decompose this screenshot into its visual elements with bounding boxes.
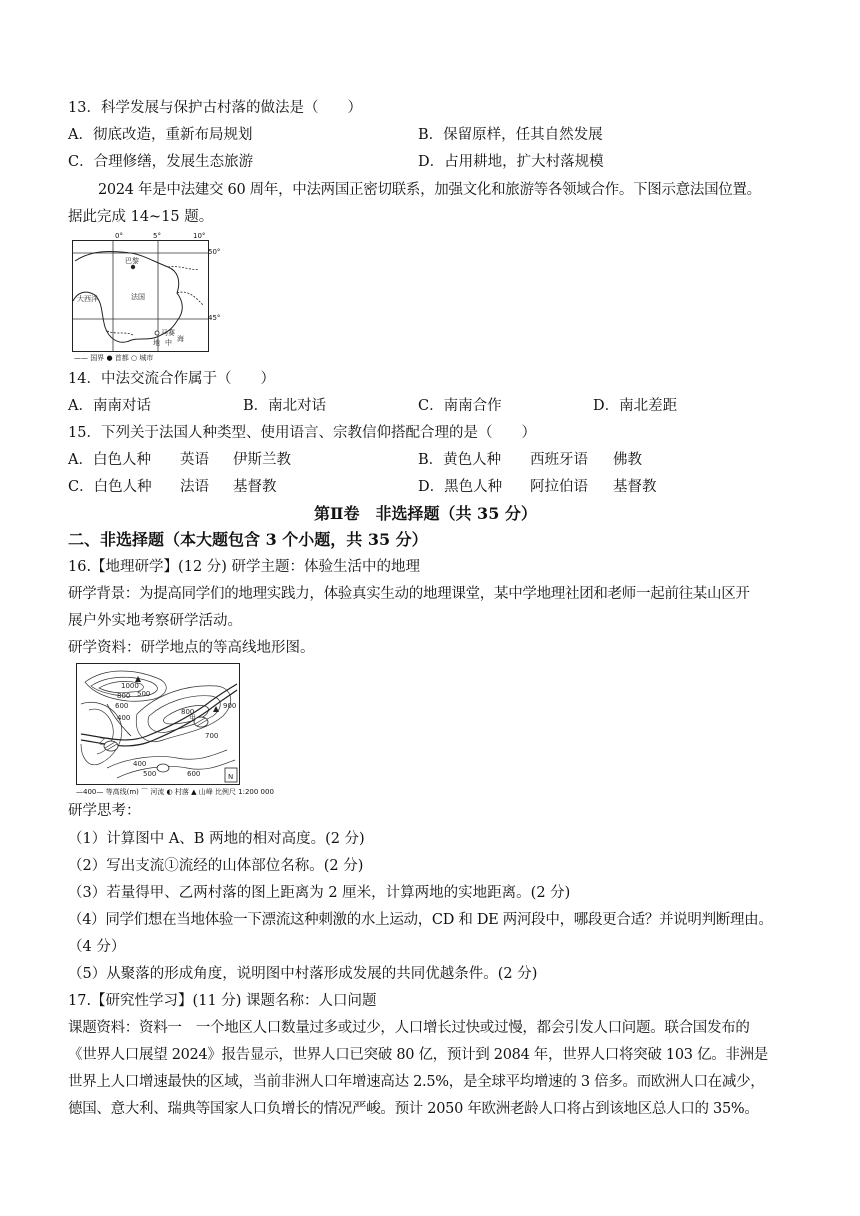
contour-label-6: 900 bbox=[223, 702, 237, 710]
q15-b-language: 西班牙语 bbox=[530, 452, 588, 468]
contour-label-8: 800 bbox=[181, 708, 195, 716]
q13-option-a: A．彻底改造，重新布局规划 bbox=[68, 127, 253, 143]
label-jia: 甲 bbox=[189, 714, 196, 722]
q15-a-language: 英语 bbox=[180, 452, 209, 468]
q17-header: 17.【研究性学习】(11 分) 课题名称：人口问题 bbox=[68, 993, 377, 1009]
contour-label-7: 700 bbox=[205, 732, 219, 740]
contour-label-5: 500 bbox=[137, 690, 151, 698]
q14-option-a: A．南南对话 bbox=[68, 398, 151, 414]
label-sea-2: 地 bbox=[153, 339, 160, 347]
q15-c-religion: 基督教 bbox=[233, 479, 277, 495]
village-3 bbox=[157, 764, 169, 772]
intro-14-15-line1: 2024 年是中法建交 60 周年，中法两国正密切联系，加强文化和旅游等各领域合作。下图示意法国位置。 bbox=[98, 182, 761, 198]
q15-b-religion: 佛教 bbox=[613, 452, 642, 468]
contour-label-3: 600 bbox=[115, 702, 129, 710]
label-sea-3: 中 bbox=[165, 339, 172, 347]
q14-option-b: B．南北对话 bbox=[243, 398, 327, 414]
village-jia bbox=[194, 717, 208, 727]
lon-label-0: 0° bbox=[115, 232, 123, 240]
q16-item-4: （4）同学们想在当地体验一下漂流这种刺激的水上运动，CD 和 DE 两河段中，哪段更合适？并说明判断理由。 bbox=[68, 912, 773, 928]
contour-label-10: 500 bbox=[143, 770, 157, 778]
contour-label-2: 800 bbox=[117, 692, 131, 700]
label-marseille: 马赛 bbox=[161, 329, 175, 337]
q16-material: 研学资料：研学地点的等高线地形图。 bbox=[68, 640, 315, 656]
marseille-dot bbox=[155, 331, 159, 335]
q15-a-race: A．白色人种 bbox=[68, 452, 151, 468]
village-yi bbox=[104, 741, 118, 751]
lat-label-50: 50° bbox=[208, 248, 221, 256]
q14-option-c: C．南南合作 bbox=[418, 398, 502, 414]
q15-d-language: 阿拉伯语 bbox=[530, 479, 588, 495]
contour-map-figure bbox=[76, 663, 240, 785]
q15-option-a bbox=[68, 450, 291, 470]
q17-line2: 《世界人口展望 2024》报告显示，世界人口已突破 80 亿，预计到 2084 年，世界人口将突破 103 亿。非洲是 bbox=[68, 1047, 768, 1063]
q15-c-race: C．白色人种 bbox=[68, 479, 152, 495]
part2-heading: 二、非选择题（本大题包含 3 个小题，共 35 分） bbox=[68, 530, 428, 549]
france-map-legend: —— 国界 ● 首都 ○ 城市 bbox=[74, 354, 154, 362]
q16-item-1: （1）计算图中 A、B 两地的相对高度。(2 分) bbox=[68, 831, 365, 847]
q16-header: 16.【地理研学】(12 分) 研学主题：体验生活中的地理 bbox=[68, 559, 421, 575]
label-france: 法国 bbox=[131, 293, 145, 301]
lat-label-45: 45° bbox=[208, 314, 221, 322]
q16-background-line1: 研学背景：为提高同学们的地理实践力，体验真实生动的地理课堂，某中学地理社团和老师一起前往某山区开 bbox=[68, 586, 750, 602]
france-map-svg bbox=[73, 241, 208, 351]
label-yi: 乙 bbox=[99, 738, 106, 746]
q13-stem: 13．科学发展与保护古村落的做法是（ ） bbox=[68, 100, 362, 116]
q13-option-b: B．保留原样，任其自然发展 bbox=[418, 127, 603, 143]
label-paris: 巴黎 bbox=[125, 257, 139, 265]
label-atlantic: 大西洋 bbox=[77, 295, 98, 303]
contour-label-4: 400 bbox=[117, 714, 131, 722]
q15-a-religion: 伊斯兰教 bbox=[233, 452, 291, 468]
france-map-figure bbox=[72, 240, 209, 352]
q15-stem: 15．下列关于法国人种类型、使用语言、宗教信仰搭配合理的是（ ） bbox=[68, 425, 536, 441]
q16-background-line2: 展户外实地考察研学活动。 bbox=[68, 613, 242, 629]
section2-title: 第Ⅱ卷 非选择题（共 35 分） bbox=[314, 504, 537, 523]
q16-item-4-points: （4 分） bbox=[68, 939, 126, 955]
label-sea-1: 海 bbox=[177, 335, 184, 343]
q15-option-b bbox=[418, 450, 642, 470]
q17-line1: 课题资料：资料一 一个地区人口数量过多或过少，人口增长过快或过慢，都会引发人口问题。联合国发布的 bbox=[68, 1020, 750, 1036]
intro-14-15-line2: 据此完成 14~15 题。 bbox=[68, 209, 214, 225]
north-label: N bbox=[228, 773, 234, 781]
contour-label-1: 1000 bbox=[121, 682, 139, 690]
q15-d-religion: 基督教 bbox=[613, 479, 657, 495]
q15-d-race: D．黑色人种 bbox=[418, 479, 503, 495]
q15-option-d bbox=[418, 477, 657, 497]
contour-map-legend: —400— 等高线(m) ⌒ 河流 ◐ 村落 ▲ 山峰 比例尺 1:200 000 bbox=[76, 788, 274, 796]
contour-map-svg bbox=[77, 664, 239, 784]
q15-b-race: B．黄色人种 bbox=[418, 452, 502, 468]
lon-label-10: 10° bbox=[193, 232, 206, 240]
q13-option-d: D．占用耕地，扩大村落规模 bbox=[418, 154, 604, 170]
paris-dot bbox=[131, 265, 135, 269]
q15-c-language: 法语 bbox=[180, 479, 209, 495]
q14-option-d: D．南北差距 bbox=[593, 398, 678, 414]
q16-item-3: （3）若量得甲、乙两村落的图上距离为 2 厘米，计算两地的实地距离。(2 分) bbox=[68, 885, 571, 901]
q15-option-c bbox=[68, 477, 277, 497]
q13-option-c: C．合理修缮，发展生态旅游 bbox=[68, 154, 254, 170]
q16-think-label: 研学思考： bbox=[68, 803, 141, 819]
contour-label-9: 400 bbox=[133, 760, 147, 768]
q14-stem: 14．中法交流合作属于（ ） bbox=[68, 371, 275, 387]
q17-line3: 世界上人口增速最快的区域，当前非洲人口年增速高达 2.5%，是全球平均增速的 3 倍多。而欧洲人口在减少， bbox=[68, 1074, 765, 1090]
q16-item-5: （5）从聚落的形成角度，说明图中村落形成发展的共同优越条件。(2 分) bbox=[68, 966, 538, 982]
contour-label-11: 600 bbox=[187, 770, 201, 778]
lon-label-5: 5° bbox=[153, 232, 161, 240]
q16-item-2: （2）写出支流①流经的山体部位名称。(2 分) bbox=[68, 858, 364, 874]
q17-line4: 德国、意大利、瑞典等国家人口负增长的情况严峻。预计 2050 年欧洲老龄人口将占到该地区总人口的 35%。 bbox=[68, 1101, 759, 1117]
